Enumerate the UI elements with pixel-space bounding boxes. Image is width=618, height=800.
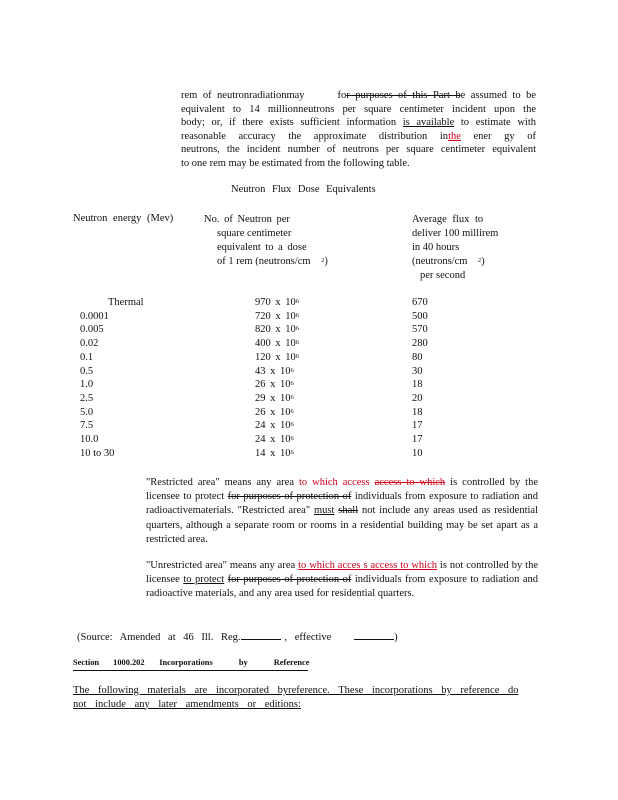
- inserted-text: to which access: [298, 477, 370, 488]
- header-average: Average flux to deliver 100 millirem in 40 hours (neutrons/cm $^2$) per second: [412, 214, 499, 281]
- table-row: [0, 392, 500, 405]
- cell-average: 17: [412, 420, 423, 432]
- source-note: (Source: Amended at 46 Ill. Reg. , effective ): [77, 629, 398, 643]
- cell-energy: Thermal: [108, 297, 144, 308]
- cell-average: 500: [412, 310, 428, 322]
- cell-average: 280: [412, 338, 428, 350]
- cell-average: 18: [412, 379, 423, 391]
- header-energy: Neutron energy (Mev): [73, 213, 174, 224]
- unrestricted-area-paragraph: "Unrestricted area" means any area to which acces s access to which is not controlled by the licensee to protect for purposes of protection of individuals from exposure to radiation and radioactive materials, and any area used for residential quarters.: [146, 560, 539, 600]
- inserted-text: to protect: [183, 574, 225, 586]
- cell-number: 400 x $10^6$: [255, 338, 299, 350]
- cell-energy: 2.5: [80, 392, 94, 404]
- inserted-text: the: [448, 130, 461, 142]
- cell-number: 120 x $10^6$: [255, 351, 299, 363]
- deleted-text: r purposes of this Part b: [346, 90, 461, 101]
- cell-average: 30: [412, 365, 423, 377]
- deleted-text: for purposes of protection of: [227, 574, 352, 586]
- cell-energy: 7.5: [80, 420, 94, 432]
- table-row: [0, 447, 500, 460]
- cell-average: 10: [412, 447, 423, 459]
- cell-average: 20: [412, 392, 423, 404]
- cell-number: 24 x $10^6$: [255, 434, 294, 445]
- cell-average: 18: [412, 406, 423, 418]
- cell-energy: 10 to 30: [80, 447, 115, 459]
- cell-average: 80: [412, 351, 423, 363]
- intro-line-2: equivalent to 14 millionneutrons per square centimeter incident upon the: [181, 103, 536, 115]
- header-number: No. of Neutron per square centimeter equivalent to a dose of 1 rem (neutrons/cm $^2$): [204, 214, 328, 267]
- intro-paragraph: [181, 89, 536, 171]
- table-title: Neutron Flux Dose Equivalents: [231, 184, 376, 195]
- table-row: [0, 378, 500, 391]
- cell-energy: 0.0001: [80, 310, 109, 322]
- table-row: [0, 351, 500, 364]
- restricted-area-paragraph: "Restricted area" means any area to which access access to which is controlled by the licensee to protect for purposes of protection of individuals from exposure to radiation and radioactivematerials. "Restricted area" must shall not include any areas used as residential quarters, although a separate room or rooms in a residential building may be set apart as a restricted area.: [146, 477, 539, 545]
- table-row: [0, 296, 500, 309]
- table-row: [0, 337, 500, 350]
- table-row: [0, 406, 500, 419]
- cell-energy: 5.0: [80, 406, 94, 418]
- table-row: [0, 419, 500, 432]
- table-row: [0, 365, 500, 378]
- intro-line-4: reasonable accuracy the approximate distribution inthe ener gy of: [181, 130, 536, 142]
- table-row: [0, 433, 500, 446]
- blank-reg-line: [241, 629, 281, 640]
- deleted-text: for purposes of protection of: [227, 491, 352, 503]
- cell-energy: 0.5: [80, 365, 94, 377]
- inserted-text: is available: [402, 117, 455, 129]
- blank-effective-line: [354, 629, 394, 640]
- section-rule: [73, 670, 308, 671]
- cell-energy: 0.02: [80, 338, 99, 350]
- deleted-text: access to which: [374, 477, 446, 488]
- cell-number: 820 x $10^6$: [255, 324, 299, 336]
- cell-energy: 0.1: [80, 351, 94, 363]
- cell-number: 43 x $10^6$: [255, 365, 294, 377]
- cell-energy: 1.0: [80, 379, 94, 391]
- intro-line-3: body; or, if there exists sufficient information is available to estimate with: [181, 117, 536, 129]
- table-row: [0, 323, 500, 336]
- cell-number: 720 x $10^6$: [255, 310, 299, 322]
- cell-number: 29 x $10^6$: [255, 392, 294, 404]
- cell-number: 970 x $10^6$: [255, 297, 299, 308]
- cell-average: 570: [412, 324, 428, 336]
- intro-line-5: neutrons, the incident number of neutrons per square centimeter equivalent: [181, 144, 536, 156]
- incorporations-paragraph: The following materials are incorporated byreference. These incorporations by reference do not include any later amendments or editions:: [73, 685, 519, 710]
- deleted-text: shall: [338, 505, 359, 517]
- cell-number: 26 x $10^6$: [255, 379, 294, 391]
- cell-average: 670: [412, 297, 428, 308]
- cell-number: 24 x $10^6$: [255, 420, 294, 432]
- cell-number: 14 x $10^6$: [255, 447, 294, 459]
- table-body: [0, 296, 618, 466]
- intro-line-1: rem of neutronradiationmay for purposes of this Part be assumed to be: [181, 90, 536, 101]
- inserted-text: to which acces s access to which: [298, 560, 437, 571]
- inserted-text: must: [313, 505, 335, 517]
- cell-energy: 0.005: [80, 324, 104, 336]
- cell-energy: 10.0: [80, 434, 99, 445]
- intro-line-6: to one rem may be estimated from the following table.: [181, 157, 410, 169]
- cell-average: 17: [412, 434, 423, 445]
- cell-number: 26 x $10^6$: [255, 406, 294, 418]
- section-heading: Section 1000.202 Incorporations by Reference: [73, 658, 310, 667]
- table-row: [0, 310, 500, 323]
